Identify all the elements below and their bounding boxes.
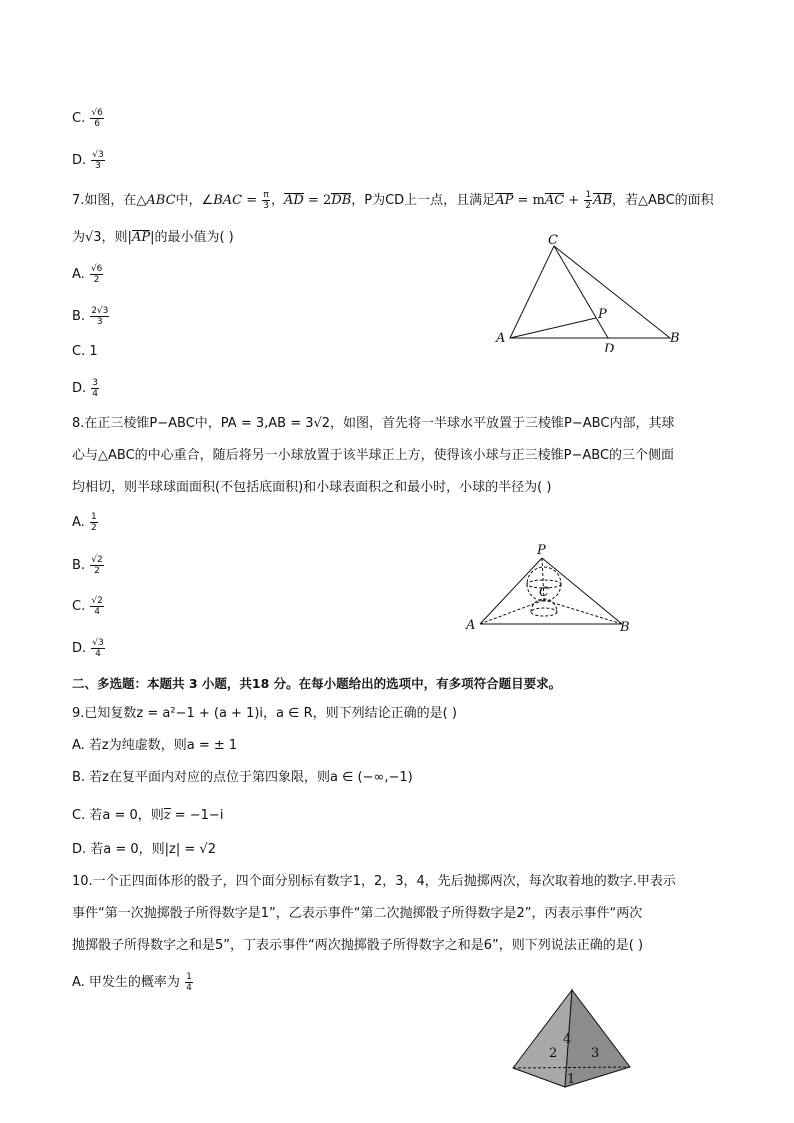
label-a: A: [466, 618, 476, 633]
q7-option-b: B. $\frac{2√3}{3}$: [72, 306, 109, 327]
section-2-heading: 二、多选题：本题共 3 小题，共18 分。在每小题给出的选项中，有多项符合题目要求。: [72, 676, 562, 691]
q9-option-c: C. 若a = 0，则z = −1−i: [72, 808, 224, 823]
q7-stem-line2: 为√3，则|AP|的最小值为( ): [72, 230, 234, 245]
segment-ap: [510, 318, 596, 338]
edge-pb: [542, 558, 622, 624]
hemisphere-base: [531, 608, 557, 616]
q10-stem-line1: 10.一个正四面体形的骰子，四个面分别标有数字1，2，3，4，先后抛掷两次，每次取着地的数字.甲表示: [72, 874, 676, 889]
q9-option-b: B. 若z在复平面内对应的点位于第四象限，则a ∈ (−∞,−1): [72, 770, 413, 785]
edge-ac: [480, 600, 544, 624]
q8-pyramid-figure: [462, 542, 642, 637]
face-label-2: 2: [549, 1046, 558, 1061]
q10-stem-line2: 事件“第一次抛掷骰子所得数字是1”，乙表示事件“第二次抛掷骰子所得数字是2”，丙表示事件“两次: [72, 906, 643, 921]
edge-bc: [544, 600, 622, 624]
face-label-4: 4: [563, 1032, 572, 1047]
triangle-abc: [510, 246, 670, 338]
label-c: C: [539, 585, 549, 600]
q10-option-a: A. 甲发生的概率为 $\frac{1}{4}$: [72, 972, 192, 993]
label-d: D: [604, 342, 615, 352]
q8-stem-line2: 心与△ABC的中心重合，随后将另一小球放置于该半球正上方，使得该小球与正三棱锥P−ABC的三个侧面: [72, 448, 675, 463]
label-a: A: [496, 331, 506, 346]
label-c: C: [548, 233, 558, 248]
q6-option-d: D. $\frac{√3}{3}$: [72, 150, 104, 171]
q8-stem-line1: 8.在正三棱锥P−ABC中，PA = 3,AB = 3√2，如图，首先将一半球水平放置于三棱锥P−ABC内部，其球: [72, 416, 675, 431]
label-p: P: [598, 307, 607, 322]
q8-option-b: B. $\frac{√2}{2}$: [72, 555, 103, 576]
segment-cd: [554, 246, 608, 338]
q7-option-d: D. $\frac{3}{4}$: [72, 378, 99, 399]
label-p: P: [537, 543, 546, 558]
q8-option-d: D. $\frac{√3}{4}$: [72, 638, 104, 659]
q9-option-d: D. 若a = 0，则|z| = √2: [72, 842, 216, 857]
q7-option-a: A. $\frac{√6}{2}$: [72, 264, 103, 285]
q6-option-c: C. $\frac{√6}{6}$: [72, 108, 103, 129]
q10-stem-line3: 抛掷骰子所得数字之和是5”，丁表示事件“两次抛掷骰子所得数字之和是6”，则下列说法正确的是( ): [72, 938, 644, 953]
q9-option-a: A. 若z为纯虚数，则a = ± 1: [72, 738, 238, 753]
q7-option-c: C. 1: [72, 344, 98, 359]
label-b: B: [620, 620, 630, 635]
q8-option-c: C. $\frac{√2}{4}$: [72, 596, 103, 617]
q7-stem-line1: 7.如图，在△ABC中，∠BAC = $\frac{\pi}{3}$ ，AD = 2DB，P为CD上一点，且满足AP = mAC + $\frac{1}{2}$ AB，若△ABC的面积: [72, 190, 714, 211]
q8-stem-line3: 均相切，则半球球面面积(不包括底面积)和小球表面积之和最小时，小球的半径为( ): [72, 480, 552, 495]
q9-stem: 9.已知复数z = a²−1 + (a + 1)i，a ∈ R，则下列结论正确的是( ): [72, 706, 457, 721]
q10-tetrahedron-figure: [505, 985, 645, 1095]
face-label-3: 3: [591, 1046, 600, 1061]
q7-triangle-figure: [490, 232, 690, 352]
label-b: B: [670, 331, 680, 346]
face-label-1: 1: [567, 1072, 576, 1087]
q8-option-a: A. $\frac{1}{2}$: [72, 512, 97, 533]
